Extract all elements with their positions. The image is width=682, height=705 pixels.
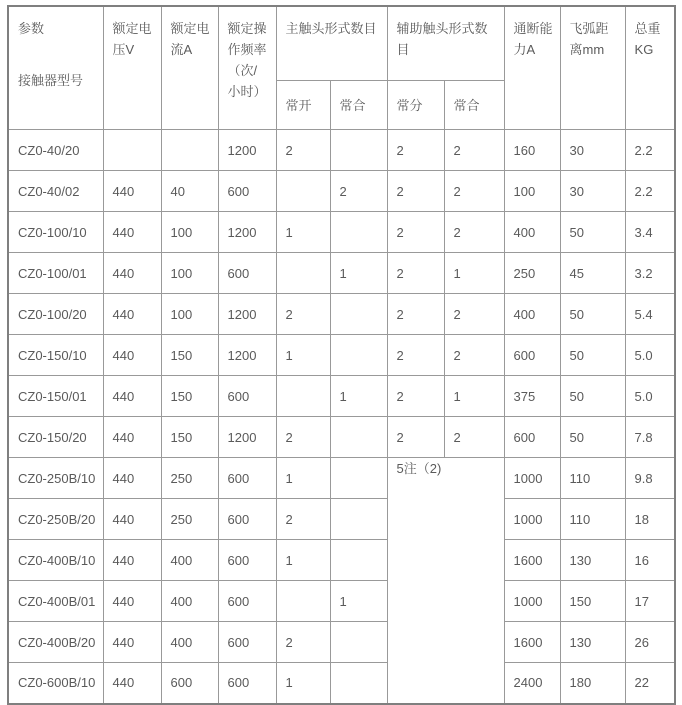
cell-main-no: 2 — [276, 294, 330, 335]
cell-arc-distance: 50 — [560, 376, 625, 417]
cell-rated-voltage: 440 — [103, 417, 161, 458]
header-main-nc: 常合 — [330, 81, 387, 130]
cell-breaking-capacity: 1000 — [504, 581, 560, 622]
cell-operating-frequency: 600 — [218, 622, 276, 663]
cell-model: CZ0-100/20 — [8, 294, 103, 335]
cell-rated-voltage: 440 — [103, 253, 161, 294]
cell-arc-distance: 50 — [560, 335, 625, 376]
cell-operating-frequency: 1200 — [218, 130, 276, 171]
cell-breaking-capacity: 160 — [504, 130, 560, 171]
table-row — [8, 581, 675, 622]
cell-main-nc — [330, 622, 387, 663]
cell-breaking-capacity: 1600 — [504, 622, 560, 663]
table-row — [8, 212, 675, 253]
cell-model: CZ0-150/01 — [8, 376, 103, 417]
header-arc-distance: 飞弧距离mm — [560, 6, 625, 130]
cell-arc-distance: 50 — [560, 294, 625, 335]
table-row — [8, 499, 675, 540]
cell-total-weight: 5.4 — [625, 294, 675, 335]
cell-rated-current: 150 — [161, 417, 218, 458]
cell-aux-nc: 2 — [444, 212, 504, 253]
header-main-no: 常开 — [276, 81, 330, 130]
cell-rated-voltage: 440 — [103, 294, 161, 335]
cell-breaking-capacity: 250 — [504, 253, 560, 294]
cell-main-no: 1 — [276, 458, 330, 499]
cell-operating-frequency: 1200 — [218, 294, 276, 335]
cell-rated-current: 150 — [161, 335, 218, 376]
cell-operating-frequency: 600 — [218, 499, 276, 540]
cell-operating-frequency: 600 — [218, 581, 276, 622]
table-row — [8, 417, 675, 458]
cell-aux-nc: 1 — [444, 253, 504, 294]
cell-operating-frequency: 600 — [218, 540, 276, 581]
cell-operating-frequency: 600 — [218, 376, 276, 417]
cell-main-no: 1 — [276, 540, 330, 581]
cell-rated-voltage — [103, 130, 161, 171]
table-row — [8, 130, 675, 171]
cell-main-no: 2 — [276, 499, 330, 540]
cell-main-nc — [330, 540, 387, 581]
cell-operating-frequency: 600 — [218, 458, 276, 499]
cell-rated-voltage: 440 — [103, 581, 161, 622]
cell-model: CZ0-400B/10 — [8, 540, 103, 581]
cell-breaking-capacity: 1600 — [504, 540, 560, 581]
cell-operating-frequency: 1200 — [218, 417, 276, 458]
cell-model: CZ0-600B/10 — [8, 663, 103, 704]
cell-arc-distance: 150 — [560, 581, 625, 622]
cell-arc-distance: 180 — [560, 663, 625, 704]
cell-main-nc: 1 — [330, 376, 387, 417]
cell-operating-frequency: 1200 — [218, 335, 276, 376]
cell-aux-no: 2 — [387, 376, 444, 417]
header-main-contacts: 主触头形式数目 — [276, 6, 387, 81]
cell-rated-current — [161, 130, 218, 171]
cell-total-weight: 2.2 — [625, 171, 675, 212]
cell-operating-frequency: 1200 — [218, 212, 276, 253]
table-row — [8, 458, 675, 499]
cell-aux-note: 5注（2) — [387, 458, 504, 704]
cell-operating-frequency: 600 — [218, 253, 276, 294]
cell-aux-nc: 2 — [444, 130, 504, 171]
cell-arc-distance: 50 — [560, 417, 625, 458]
header-rated-current: 额定电流A — [161, 6, 218, 130]
cell-breaking-capacity: 600 — [504, 417, 560, 458]
cell-main-nc — [330, 499, 387, 540]
cell-arc-distance: 130 — [560, 622, 625, 663]
cell-total-weight: 17 — [625, 581, 675, 622]
cell-main-nc — [330, 294, 387, 335]
table-row — [8, 294, 675, 335]
table-row — [8, 663, 675, 704]
cell-model: CZ0-400B/01 — [8, 581, 103, 622]
cell-rated-voltage: 440 — [103, 499, 161, 540]
header-aux-no: 常分 — [387, 81, 444, 130]
cell-rated-current: 100 — [161, 294, 218, 335]
header-param-model — [8, 6, 103, 130]
cell-rated-current: 600 — [161, 663, 218, 704]
cell-main-no: 2 — [276, 622, 330, 663]
cell-rated-current: 100 — [161, 212, 218, 253]
cell-rated-current: 400 — [161, 540, 218, 581]
cell-main-no: 1 — [276, 335, 330, 376]
cell-arc-distance: 110 — [560, 458, 625, 499]
cell-main-nc: 1 — [330, 253, 387, 294]
cell-main-nc — [330, 663, 387, 704]
table-row — [8, 376, 675, 417]
table-row — [8, 540, 675, 581]
cell-breaking-capacity: 1000 — [504, 499, 560, 540]
cell-aux-no: 2 — [387, 171, 444, 212]
cell-arc-distance: 45 — [560, 253, 625, 294]
cell-rated-voltage: 440 — [103, 335, 161, 376]
cell-main-nc — [330, 417, 387, 458]
cell-model: CZ0-40/02 — [8, 171, 103, 212]
cell-rated-voltage: 440 — [103, 212, 161, 253]
cell-rated-voltage: 440 — [103, 540, 161, 581]
cell-model: CZ0-100/10 — [8, 212, 103, 253]
cell-main-no — [276, 581, 330, 622]
cell-model: CZ0-100/01 — [8, 253, 103, 294]
cell-main-nc — [330, 458, 387, 499]
header-model-label: 接触器型号 — [18, 73, 84, 88]
table-row — [8, 253, 675, 294]
cell-rated-voltage: 440 — [103, 663, 161, 704]
cell-arc-distance: 110 — [560, 499, 625, 540]
cell-total-weight: 5.0 — [625, 335, 675, 376]
cell-aux-no: 2 — [387, 130, 444, 171]
cell-aux-nc: 2 — [444, 417, 504, 458]
table-row — [8, 335, 675, 376]
header-aux-contacts: 辅助触头形式数目 — [387, 6, 504, 81]
header-operating-frequency: 额定操作频率（次/小时） — [218, 6, 276, 130]
cell-aux-nc: 2 — [444, 335, 504, 376]
header-param-label: 参数 — [18, 21, 45, 36]
cell-breaking-capacity: 1000 — [504, 458, 560, 499]
cell-rated-current: 100 — [161, 253, 218, 294]
cell-rated-current: 250 — [161, 458, 218, 499]
cell-total-weight: 9.8 — [625, 458, 675, 499]
cell-main-no — [276, 171, 330, 212]
cell-aux-nc: 2 — [444, 294, 504, 335]
cell-rated-current: 40 — [161, 171, 218, 212]
cell-total-weight: 16 — [625, 540, 675, 581]
cell-main-no: 2 — [276, 130, 330, 171]
cell-aux-no: 2 — [387, 294, 444, 335]
cell-arc-distance: 30 — [560, 130, 625, 171]
cell-arc-distance: 30 — [560, 171, 625, 212]
cell-arc-distance: 50 — [560, 212, 625, 253]
cell-breaking-capacity: 100 — [504, 171, 560, 212]
cell-total-weight: 22 — [625, 663, 675, 704]
header-aux-nc: 常合 — [444, 81, 504, 130]
cell-aux-no: 2 — [387, 335, 444, 376]
cell-rated-current: 400 — [161, 581, 218, 622]
cell-main-nc: 1 — [330, 581, 387, 622]
cell-breaking-capacity: 600 — [504, 335, 560, 376]
cell-aux-no: 2 — [387, 253, 444, 294]
cell-aux-no: 2 — [387, 417, 444, 458]
table-row — [8, 171, 675, 212]
cell-model: CZ0-250B/20 — [8, 499, 103, 540]
cell-breaking-capacity: 400 — [504, 294, 560, 335]
cell-total-weight: 2.2 — [625, 130, 675, 171]
contactor-spec-table — [7, 5, 676, 705]
cell-operating-frequency: 600 — [218, 663, 276, 704]
header-breaking-capacity: 通断能力A — [504, 6, 560, 130]
cell-aux-nc: 1 — [444, 376, 504, 417]
cell-total-weight: 7.8 — [625, 417, 675, 458]
cell-rated-current: 250 — [161, 499, 218, 540]
cell-rated-current: 150 — [161, 376, 218, 417]
cell-model: CZ0-150/10 — [8, 335, 103, 376]
cell-breaking-capacity: 2400 — [504, 663, 560, 704]
cell-main-nc: 2 — [330, 171, 387, 212]
cell-model: CZ0-150/20 — [8, 417, 103, 458]
table-row — [8, 622, 675, 663]
cell-rated-voltage: 440 — [103, 458, 161, 499]
cell-total-weight: 5.0 — [625, 376, 675, 417]
cell-total-weight: 3.2 — [625, 253, 675, 294]
cell-main-no: 2 — [276, 417, 330, 458]
cell-total-weight: 18 — [625, 499, 675, 540]
header-total-weight: 总重KG — [625, 6, 675, 130]
cell-model: CZ0-250B/10 — [8, 458, 103, 499]
cell-main-nc — [330, 130, 387, 171]
cell-main-nc — [330, 335, 387, 376]
cell-rated-voltage: 440 — [103, 171, 161, 212]
cell-aux-nc: 2 — [444, 171, 504, 212]
cell-breaking-capacity: 400 — [504, 212, 560, 253]
header-rated-voltage: 额定电压V — [103, 6, 161, 130]
cell-rated-voltage: 440 — [103, 622, 161, 663]
cell-rated-voltage: 440 — [103, 376, 161, 417]
cell-rated-current: 400 — [161, 622, 218, 663]
cell-main-no — [276, 253, 330, 294]
cell-total-weight: 26 — [625, 622, 675, 663]
cell-main-nc — [330, 212, 387, 253]
cell-main-no: 1 — [276, 663, 330, 704]
cell-total-weight: 3.4 — [625, 212, 675, 253]
cell-operating-frequency: 600 — [218, 171, 276, 212]
cell-model: CZ0-400B/20 — [8, 622, 103, 663]
cell-aux-no: 2 — [387, 212, 444, 253]
cell-arc-distance: 130 — [560, 540, 625, 581]
cell-main-no: 1 — [276, 212, 330, 253]
cell-model: CZ0-40/20 — [8, 130, 103, 171]
header-row-top — [8, 6, 675, 81]
cell-breaking-capacity: 375 — [504, 376, 560, 417]
cell-main-no — [276, 376, 330, 417]
